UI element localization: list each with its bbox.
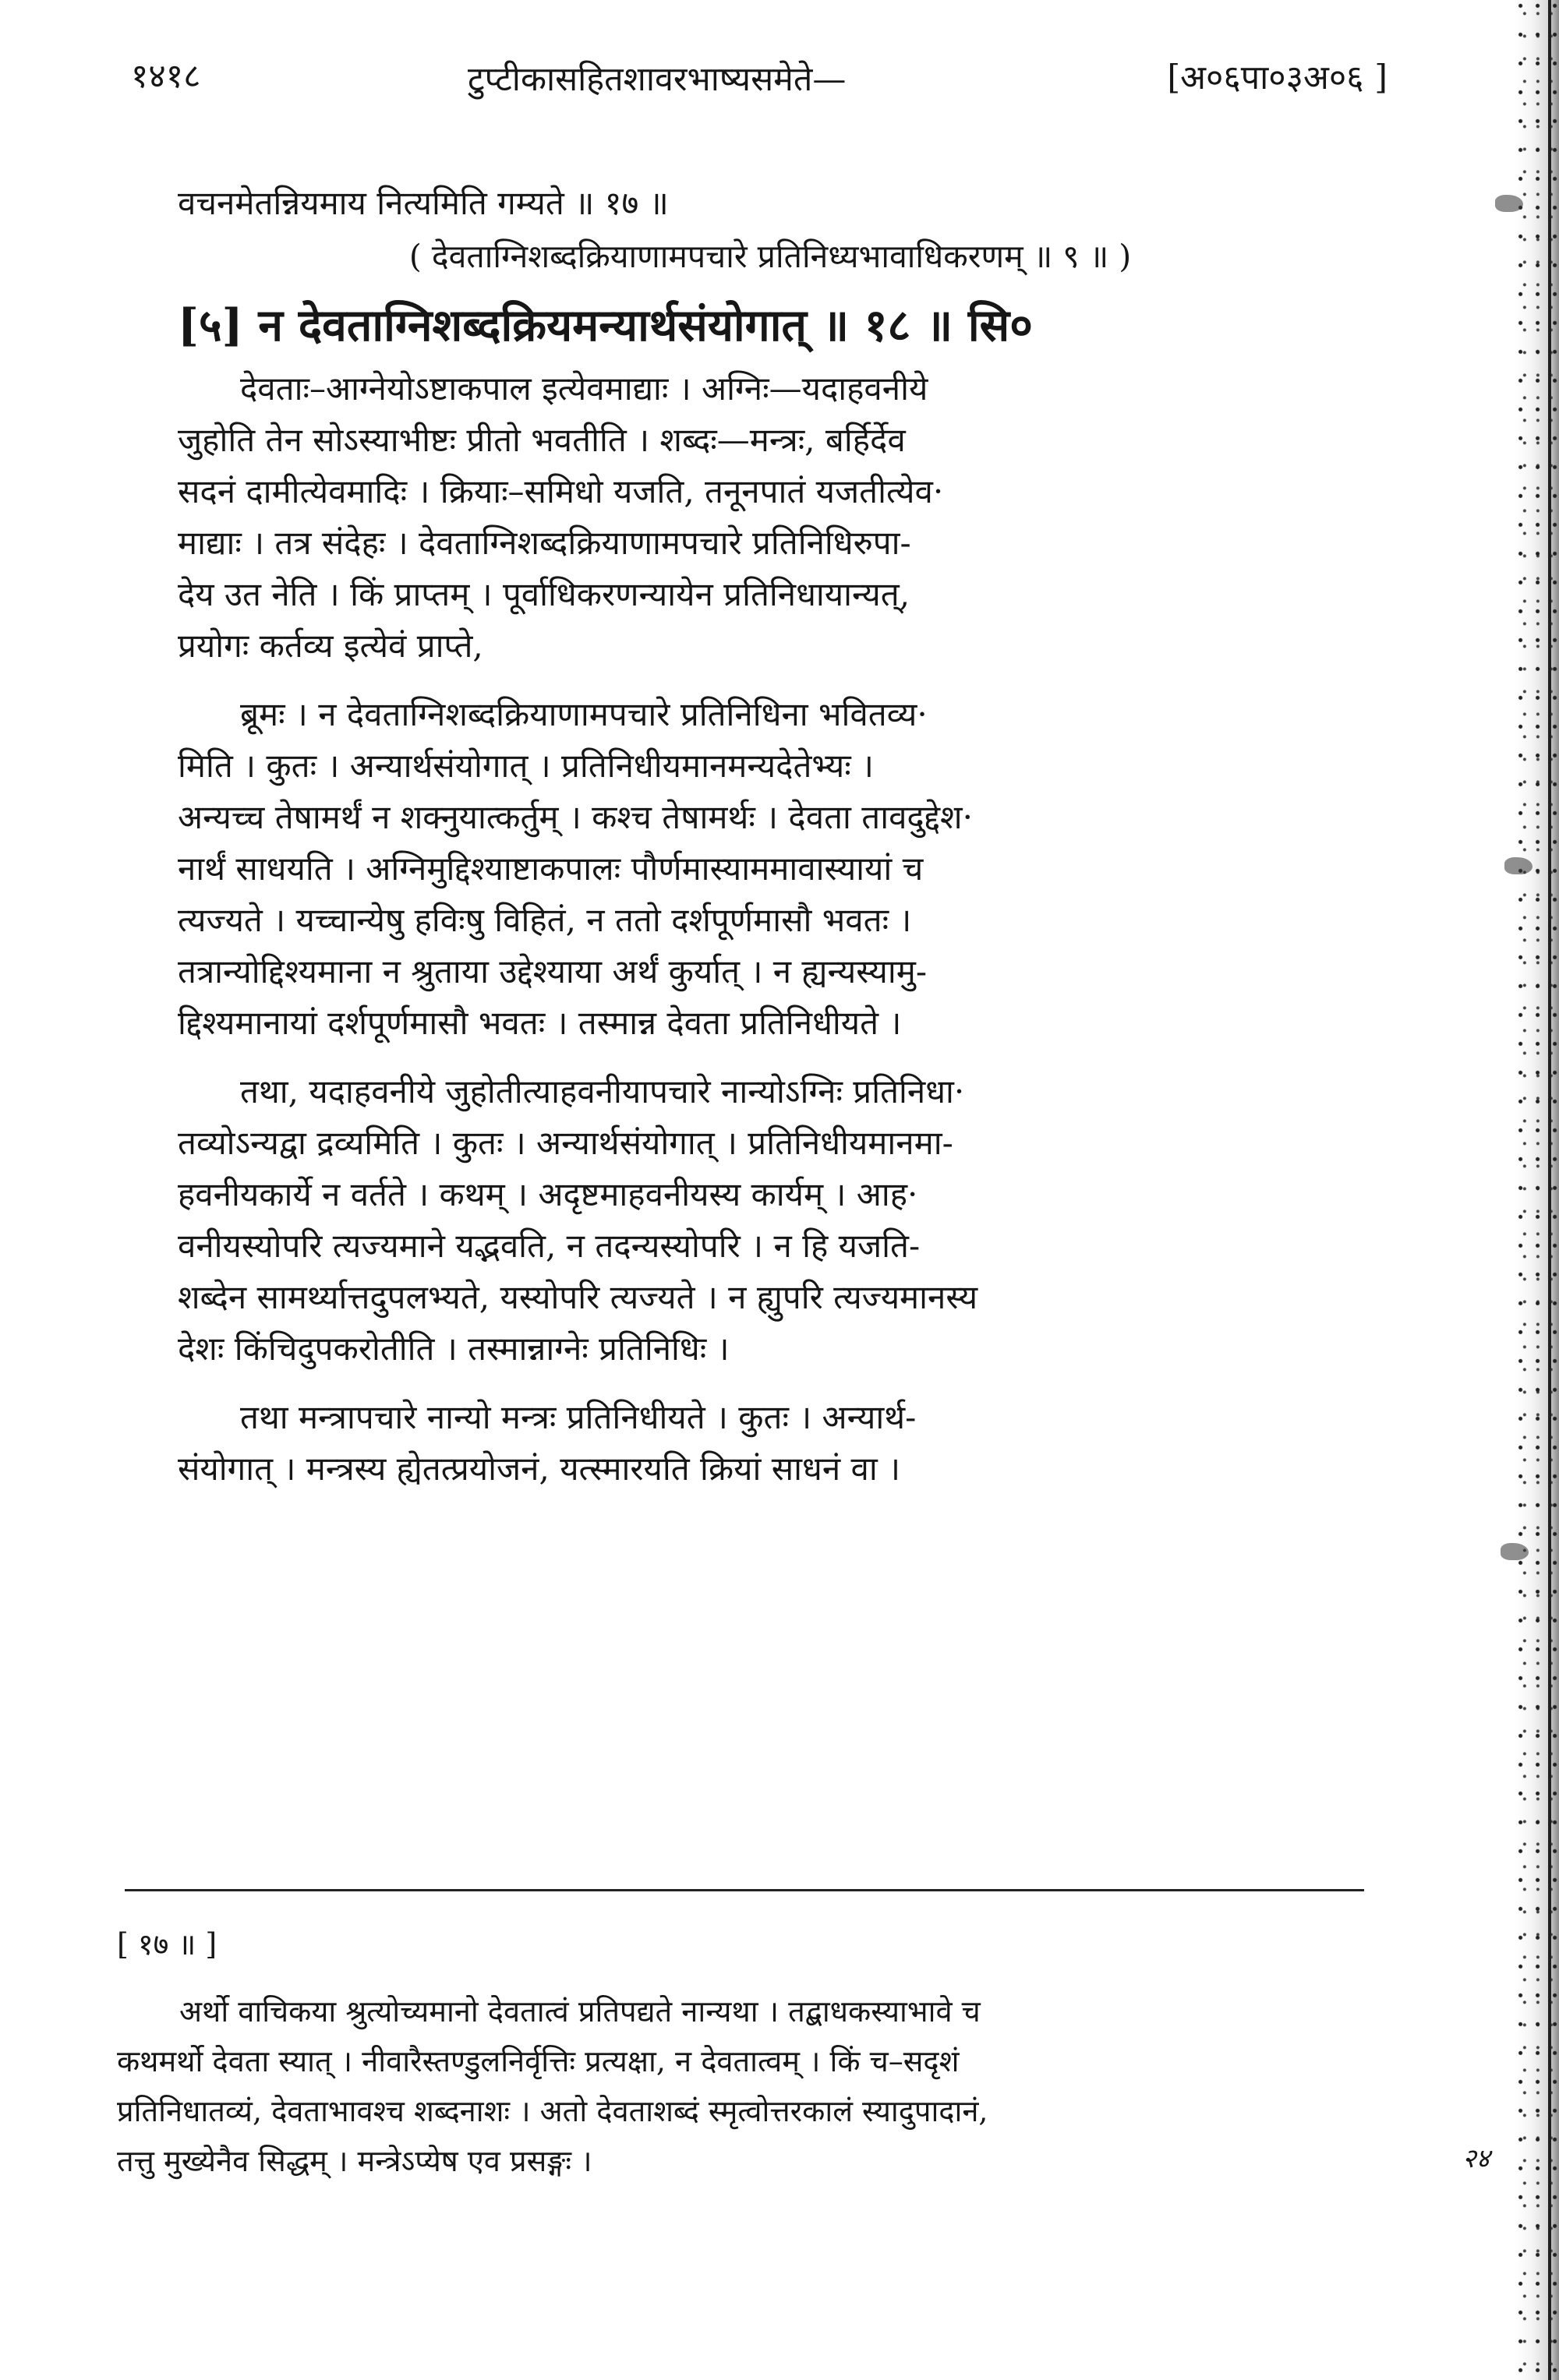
footnote-divider <box>125 1889 1364 1891</box>
footnote-line: अर्थो वाचिकया श्रुत्योच्यमानो देवतात्वं प्रतिपद्यते नान्यथा । तद्बाधकस्याभावे च <box>179 1994 981 2029</box>
text-line: मिति । कुतः । अन्यार्थसंयोगात् । प्रतिनिधीयमानमन्यदेतेभ्यः । <box>178 747 874 785</box>
text-line: माद्याः । तत्र संदेहः । देवताग्निशब्दक्रियाणामपचारे प्रतिनिधिरुपा- <box>178 524 911 562</box>
text-line: देशः किंचिदुपकरोतीति । तस्मान्नाग्नेः प्रतिनिधिः । <box>178 1329 730 1368</box>
footnote-line: तत्तु मुख्येनैव सिद्धम् । मन्त्रेऽप्येष एव प्रसङ्गः । <box>117 2144 592 2178</box>
text-line: देवताः–आग्नेयोऽष्टाकपाल इत्येवमाद्याः । अग्निः—यदाहवनीये <box>240 369 928 408</box>
text-line: वनीयस्योपरि त्यज्यमाने यद्भवति, न तदन्यस्योपरि । न हि यजति- <box>178 1227 921 1265</box>
text-line: अन्यच्च तेषामर्थं न शक्नुयात्कर्तुम् । कश्च तेषामर्थः । देवता तावदुद्देश· <box>178 798 973 836</box>
margin-annotation: २४ <box>1462 2143 1490 2174</box>
paragraph-gap <box>178 1049 1363 1066</box>
margin-smudge <box>1504 857 1532 874</box>
text-line: देय उत नेति । किं प्राप्तम् । पूर्वाधिकरणन्यायेन प्रतिनिधायान्यत्, <box>178 575 910 613</box>
running-title: टुप्टीकासहितशावरभाष्यसमेते— <box>468 60 847 99</box>
footnote <box>117 1921 1380 2186</box>
text-line: तत्रान्योद्दिश्यमाना न श्रुताया उद्देश्याया अर्थं कुर्यात् । न ह्यन्यस्यामु- <box>178 952 928 990</box>
text-line: तथा मन्त्रापचारे नान्यो मन्त्रः प्रतिनिधीयते । कुतः । अन्यार्थ- <box>240 1398 917 1436</box>
page-number: १४१८ <box>131 57 201 96</box>
text-line: सदनं दामीत्येवमादिः । क्रियाः–समिधो यजति, तनूनपातं यजतीत्येव· <box>178 472 944 510</box>
margin-smudge <box>1495 195 1523 212</box>
main-text <box>178 178 1363 1495</box>
binding-edge <box>1515 0 1559 2380</box>
text-line: जुहोति तेन सोऽस्याभीष्टः प्रीतो भवतीति । शब्दः—मन्त्रः, बर्हिर्देव <box>178 421 906 459</box>
section-reference: [अ०६पा०३अ०६ ] <box>1167 58 1388 97</box>
sutra-heading: [५] न देवताग्निशब्दक्रियमन्यार्थसंयोगात् ॥ १८ ॥ सि० <box>178 299 1033 351</box>
text-line: शब्देन सामर्थ्यात्तदुपलभ्यते, यस्योपरि त्यज्यते । न ह्युपरि त्यज्यमानस्य <box>178 1278 978 1316</box>
text-line: तव्योऽन्यद्वा द्रव्यमिति । कुतः । अन्यार्थसंयोगात् । प्रतिनिधीयमानमा- <box>178 1124 953 1162</box>
footnote-line: कथमर्थो देवता स्यात् । नीवारैस्तण्डुलनिर्वृत्तिः प्रत्यक्षा, न देवतात्वम् । किं च–सदृशं <box>117 2044 960 2078</box>
text-line: ब्रूमः । न देवताग्निशब्दक्रियाणामपचारे प्रतिनिधिना भवितव्य· <box>240 695 928 733</box>
binding-shadow-line <box>1548 0 1551 2380</box>
paragraph-gap <box>178 1375 1363 1392</box>
text-line: हवनीयकार्ये न वर्तते । कथम् । अदृष्टमाहवनीयस्य कार्यम् । आह· <box>178 1175 918 1213</box>
paragraph-gap <box>178 672 1363 689</box>
text-line: नार्थं साधयति । अग्निमुद्दिश्याष्टाकपालः पौर्णमास्याममावास्यायां च <box>178 849 924 888</box>
page-header <box>125 45 1388 108</box>
text-line: प्रयोगः कर्तव्य इत्येवं प्राप्ते, <box>178 627 483 665</box>
text-line: संयोगात् । मन्त्रस्य ह्येतत्प्रयोजनं, यत्स्मारयति क्रियां साधनं वा । <box>178 1450 901 1488</box>
text-line: वचनमेतन्नियमाय नित्यमिति गम्यते ॥ १७ ॥ <box>178 184 669 222</box>
text-line: द्दिश्यमानायां दर्शपूर्णमासौ भवतः । तस्मान्न देवता प्रतिनिधीयते । <box>178 1004 902 1042</box>
text-line: तथा, यदाहवनीये जुहोतीत्याहवनीयापचारे नान्योऽग्निः प्रतिनिधा· <box>240 1072 965 1111</box>
margin-smudge <box>1501 1543 1529 1560</box>
adhikarana-title: ( देवताग्निशब्दक्रियाणामपचारे प्रतिनिध्यभावाधिकरणम् ॥ ९ ॥ ) <box>408 238 1132 275</box>
text-line: त्यज्यते । यच्चान्येषु हविःषु विहितं, न ततो दर्शपूर्णमासौ भवतः । <box>178 901 912 939</box>
footnote-line: प्रतिनिधातव्यं, देवताभावश्च शब्दनाशः । अतो देवताशब्दं स्मृत्वोत्तरकालं स्यादुपादानं, <box>117 2094 988 2128</box>
footnote-label: [ १७ ॥ ] <box>117 1927 217 1962</box>
